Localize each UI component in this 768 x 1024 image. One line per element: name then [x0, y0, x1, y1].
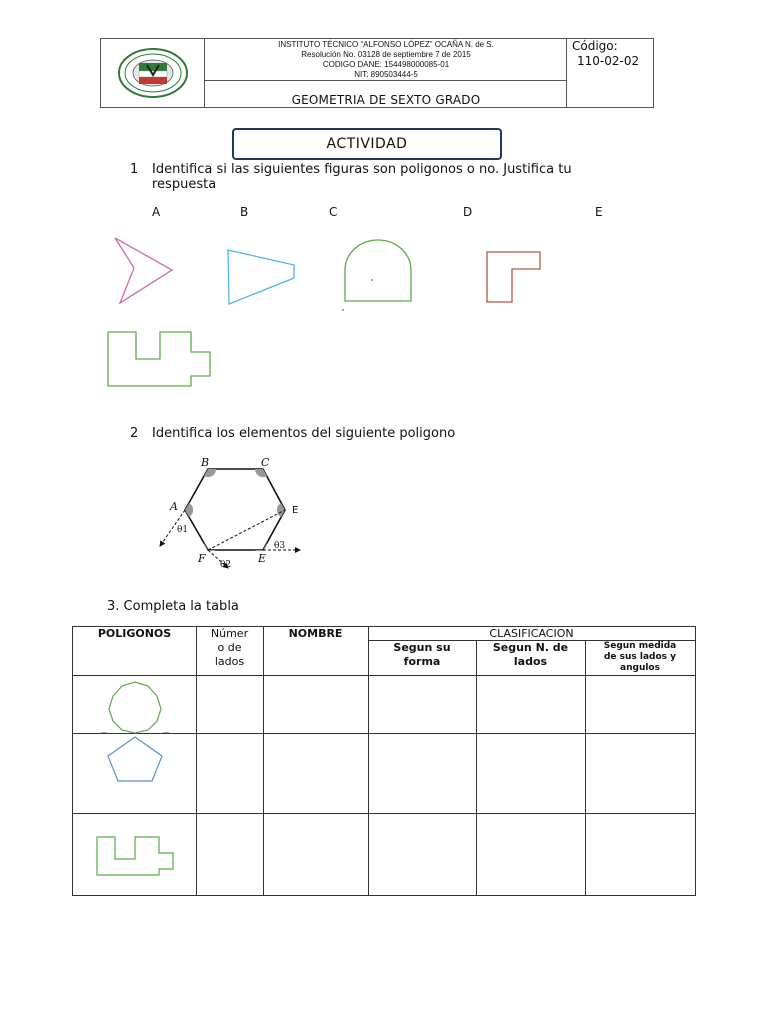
- irregular-polygon-shape: [97, 837, 173, 875]
- pentagon-shape: [108, 737, 162, 781]
- angle-label-theta3: θ3: [274, 541, 286, 551]
- header-nombre: NOMBRE: [288, 627, 343, 640]
- header-nlados-line: lados: [513, 655, 548, 668]
- question-2-text: Identifica los elementos del siguiente poligono: [152, 426, 456, 441]
- vertex-label-e-right: E: [292, 505, 299, 516]
- resolution-line: Resolución No. 03128 de septiembre 7 de 2015: [301, 50, 471, 59]
- subject-title: GEOMETRIA DE SEXTO GRADO: [291, 93, 481, 107]
- header-medida-line: angulos: [620, 663, 660, 673]
- nit-line: NIT: 890503444-5: [354, 70, 418, 79]
- figure-a-arrowhead: [115, 238, 172, 303]
- question-1-figures: [0, 0, 768, 400]
- figure-d-l-shape: [487, 252, 540, 302]
- decagon-shape: [109, 682, 161, 733]
- header-nlados-line: Segun N. de: [492, 641, 569, 654]
- table-polygon-shapes: [73, 675, 196, 895]
- header-numero-line: Númer: [210, 627, 249, 640]
- dane-code-line: CODIGO DANE: 154498000085-01: [322, 60, 450, 69]
- header-numero-line: o de: [217, 641, 242, 654]
- question-2-number: 2: [130, 426, 139, 441]
- header-numero-line: lados: [214, 655, 245, 668]
- vertex-label-b: B: [201, 456, 210, 469]
- angle-label-theta2: θ2: [220, 560, 232, 570]
- header-forma-line: forma: [403, 655, 441, 668]
- figure-letter-b: B: [240, 205, 249, 219]
- header-segun-n-lados: [476, 641, 585, 669]
- header-segun-forma: [368, 641, 476, 669]
- question-1-number: 1: [130, 162, 139, 177]
- question-3-text: 3. Completa la tabla: [107, 599, 239, 614]
- table-col-line: [476, 640, 477, 895]
- code-value: 110-02-02: [577, 54, 640, 68]
- header-segun-medida: [585, 641, 695, 674]
- figure-e-polygon: [108, 332, 210, 386]
- header-forma-line: Segun su: [393, 641, 451, 654]
- figure-c-arch: [345, 240, 411, 301]
- vertex-label-e-bottom: E: [258, 552, 267, 565]
- institution-name: INSTITUTO TÉCNICO “ALFONSO LÓPEZ” OCAÑA N. de S.: [278, 40, 494, 49]
- polygon-classification-table: [72, 626, 696, 896]
- header-numero-lados: [196, 627, 263, 669]
- header-clasificacion: CLASIFICACION: [489, 627, 574, 640]
- hexagon: [185, 469, 285, 550]
- table-col-line: [585, 640, 586, 895]
- vertex-label-c: C: [261, 456, 270, 469]
- vertex-label-f: F: [198, 552, 206, 565]
- header-medida-line: Segun medida: [603, 641, 677, 651]
- hexagon-diagram: [140, 450, 320, 575]
- question-1-text-line1: Identifica si las siguientes figuras son poligonos o no. Justifica tu: [152, 162, 572, 177]
- figure-letter-a: A: [152, 205, 161, 219]
- figure-b-quadrilateral: [228, 250, 294, 304]
- table-col-line: [263, 627, 264, 895]
- vertex-label-a: A: [170, 500, 178, 513]
- figure-letter-d: D: [463, 205, 473, 219]
- figure-letter-c: C: [329, 205, 338, 219]
- figure-letter-e: E: [595, 205, 603, 219]
- code-label: Código:: [572, 39, 618, 53]
- header-poligonos: POLIGONOS: [97, 627, 172, 640]
- angle-label-theta1: θ1: [177, 525, 189, 535]
- header-medida-line: de sus lados y: [603, 652, 677, 662]
- question-1-text-line2: respuesta: [152, 177, 217, 192]
- activity-title: ACTIVIDAD: [232, 128, 502, 160]
